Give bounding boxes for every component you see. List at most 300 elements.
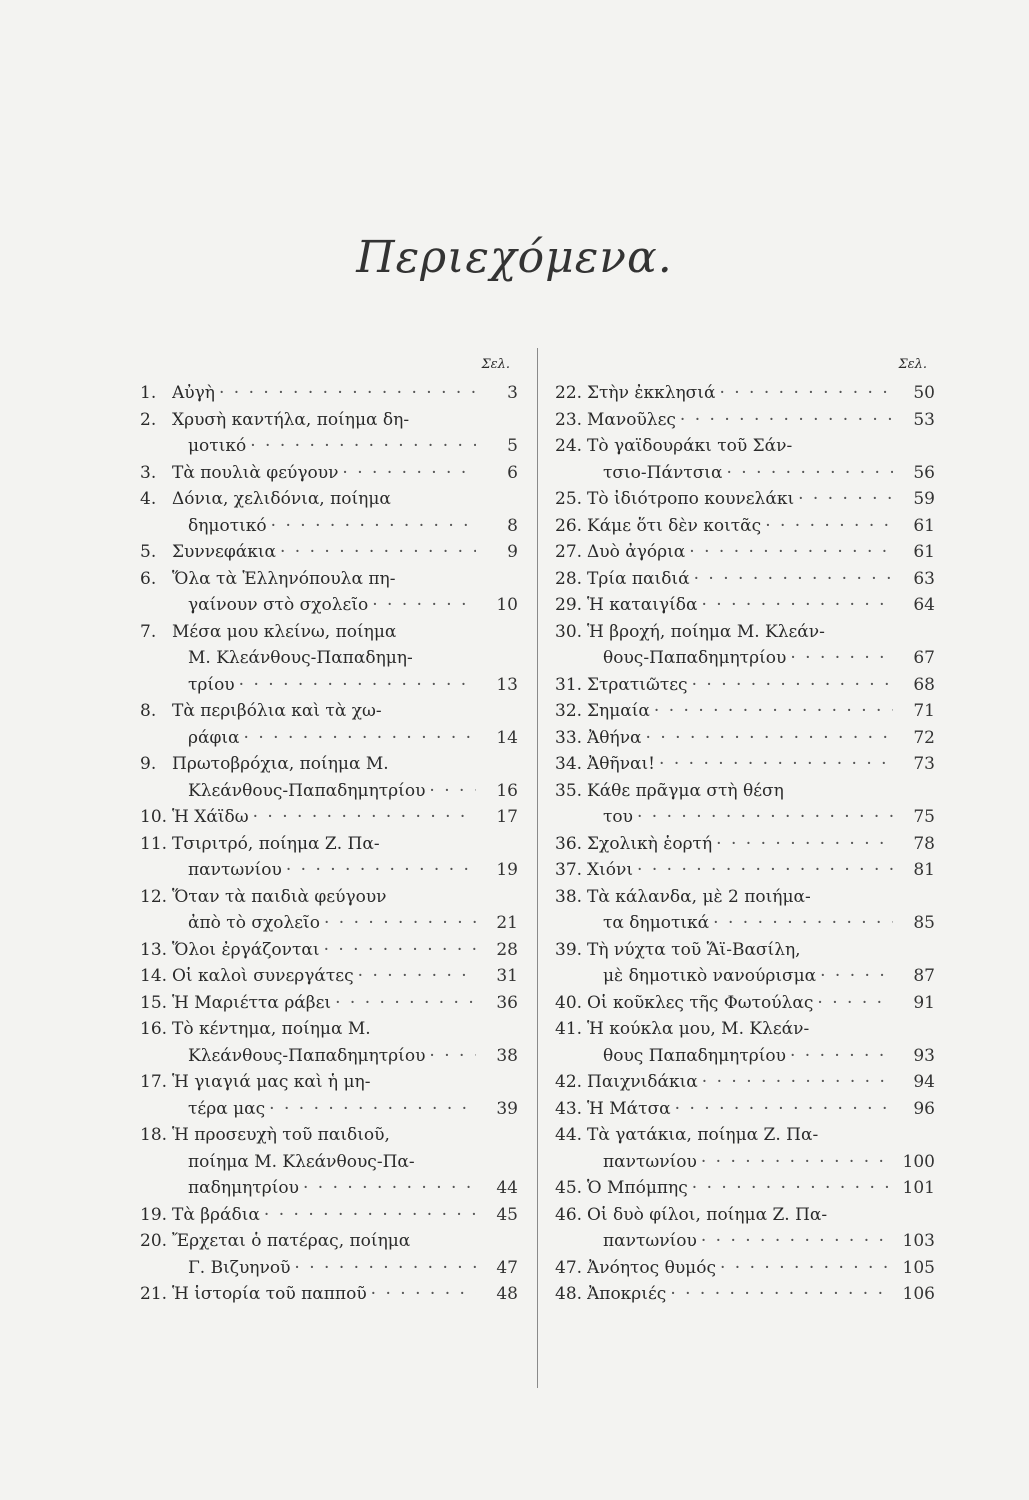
toc-entry-page: 64 (913, 595, 935, 615)
toc-entry-title: Οἱ κοῦκλες τῆς Φωτούλας (587, 992, 814, 1013)
toc-entry-title: Ἀνόητος θυμός (587, 1257, 716, 1278)
toc-entry-title: Ὅλοι ἐργάζονται (172, 939, 320, 960)
toc-leader-dots (637, 804, 893, 831)
toc-entry-title: Ἀθήνα (587, 727, 642, 748)
toc-entry-line (555, 831, 935, 858)
toc-entry-title: Στὴν ἐκκλησιά (587, 383, 716, 403)
toc-entry (140, 566, 518, 619)
toc-entry-line (555, 486, 935, 513)
toc-entry (140, 831, 518, 884)
toc-entry-title: ἀπὸ τὸ σχολεῖο (188, 913, 320, 933)
toc-entry-line (555, 539, 935, 566)
toc-entry-page: 87 (913, 966, 935, 986)
toc-entry-number: 25. (555, 489, 583, 509)
toc-entry (140, 407, 518, 460)
toc-entry-line (140, 778, 518, 805)
toc-entry-title: Τὸ γαϊδουράκι τοῦ Σάν- (587, 436, 793, 456)
toc-entry-line (555, 1228, 935, 1255)
toc-leader-dots (680, 407, 893, 434)
toc-entry-page: 85 (913, 913, 935, 933)
toc-leader-dots (720, 1255, 893, 1282)
toc-entry-number: 21. (140, 1284, 168, 1304)
toc-entry-line (555, 963, 935, 990)
toc-entry-page: 67 (913, 648, 935, 668)
toc-leader-dots (219, 380, 476, 407)
toc-entry-page: 106 (902, 1284, 935, 1304)
toc-leader-dots (429, 778, 476, 805)
toc-entry-line (555, 592, 935, 619)
toc-entry-title: Ἡ ἱστορία τοῦ παπποῦ (172, 1284, 367, 1304)
toc-entry-title: Συννεφάκια (172, 542, 276, 562)
toc-leader-dots (790, 1043, 893, 1070)
toc-entry-line (140, 1281, 518, 1308)
toc-entry (555, 831, 935, 858)
toc-entry-title: Ἡ βροχή, ποίημα Μ. Κλεάν- (587, 621, 825, 642)
toc-leader-dots (280, 539, 476, 566)
toc-leader-dots (286, 857, 476, 884)
toc-entry-title: Ἀθῆναι! (587, 754, 656, 774)
toc-leader-dots (701, 1228, 893, 1255)
toc-entry-line (555, 672, 935, 699)
toc-entry-line (140, 1016, 518, 1043)
toc-leader-dots (790, 645, 893, 672)
toc-entry-title: Σχολικὴ ἑορτή (587, 833, 713, 854)
page-column-label: Σελ. (898, 357, 927, 372)
toc-entry-line (555, 407, 935, 434)
column-divider (537, 348, 538, 1388)
toc-entry-line (140, 566, 518, 593)
toc-entry-line (140, 1122, 518, 1149)
toc-entry-line (555, 778, 935, 805)
toc-entry-page: 53 (913, 409, 935, 430)
toc-entry-page: 103 (902, 1231, 935, 1251)
toc-leader-dots (358, 963, 476, 990)
toc-entry-title: Ἔρχεται ὁ πατέρας, ποίημα (172, 1231, 411, 1251)
toc-entry-number: 31. (555, 674, 583, 695)
toc-entry-title: Χιόνι (587, 860, 634, 880)
toc-entry (555, 672, 935, 699)
toc-entry-line (140, 1202, 518, 1229)
toc-entry-line (555, 1175, 935, 1202)
toc-entry-title: ποίημα Μ. Κλεάνθους-Πα- (188, 1151, 415, 1172)
toc-entry-title: Αὐγὴ (172, 383, 215, 403)
toc-entry-line (140, 937, 518, 964)
toc-leader-dots (294, 1255, 476, 1282)
toc-leader-dots (689, 539, 893, 566)
toc-entry-title: Παιχνιδάκια (587, 1072, 698, 1092)
toc-entry-line (140, 672, 518, 699)
toc-leader-dots (692, 1175, 893, 1202)
toc-entry-title: του (603, 807, 633, 827)
toc-entry-title: μοτικό (188, 436, 247, 456)
toc-entry-number: 24. (555, 436, 583, 456)
toc-leader-dots (264, 1202, 476, 1229)
toc-entry-title: Δόνια, χελιδόνια, ποίημα (172, 489, 391, 509)
toc-entry-title: Μανοῦλες (587, 409, 676, 430)
toc-entry-number: 19. (140, 1204, 168, 1225)
toc-entry-title: Τὰ γατάκια, ποίημα Ζ. Πα- (587, 1125, 819, 1145)
toc-entry (555, 1255, 935, 1282)
toc-entry-title: Στρατιῶτες (587, 674, 688, 695)
toc-leader-dots (372, 592, 476, 619)
toc-entry-number: 2. (140, 409, 157, 430)
toc-entry-line (555, 1043, 935, 1070)
page-title: Περιεχόμενα. (356, 232, 673, 283)
toc-entry-line (140, 1096, 518, 1123)
toc-leader-dots (342, 460, 476, 487)
toc-entry-title: παδημητρίου (188, 1178, 299, 1198)
toc-entry-title: Ἡ γιαγιά μας καὶ ἡ μη- (172, 1072, 371, 1092)
toc-leader-dots (817, 990, 893, 1017)
toc-entry-number: 41. (555, 1019, 583, 1039)
toc-entry-line (555, 884, 935, 911)
toc-entry-line (140, 1043, 518, 1070)
toc-entry-number: 5. (140, 542, 157, 562)
toc-entry-page: 94 (913, 1072, 935, 1092)
toc-entry (140, 619, 518, 699)
toc-entry-line (555, 619, 935, 646)
toc-leader-dots (820, 963, 893, 990)
toc-leader-dots (654, 698, 893, 725)
toc-entry (555, 751, 935, 778)
toc-entry-line (555, 857, 935, 884)
toc-leader-dots (692, 672, 893, 699)
toc-leader-dots (239, 672, 476, 699)
toc-entry-title: Ὅλα τὰ Ἑλληνόπουλα πη- (172, 568, 396, 589)
toc-entry-line (555, 1069, 935, 1096)
toc-entry-page: 81 (913, 860, 935, 880)
toc-entry (140, 804, 518, 831)
toc-entry-page: 48 (496, 1284, 518, 1304)
toc-entry-number: 7. (140, 621, 157, 642)
toc-entry-line (555, 725, 935, 752)
toc-entry-page: 63 (913, 568, 935, 589)
toc-entry-line (140, 857, 518, 884)
toc-entry-page: 96 (913, 1098, 935, 1119)
toc-entry-number: 46. (555, 1204, 583, 1225)
toc-entry-number: 9. (140, 754, 157, 774)
toc-entry-number: 12. (140, 886, 168, 907)
toc-entry-number: 20. (140, 1231, 168, 1251)
toc-entry-title: δημοτικό (188, 515, 267, 536)
toc-entry-number: 27. (555, 542, 583, 562)
toc-leader-dots (670, 1281, 893, 1308)
toc-entry-number: 13. (140, 939, 168, 960)
toc-entry-line (140, 831, 518, 858)
toc-entry-number: 29. (555, 595, 583, 615)
toc-entry (555, 778, 935, 831)
toc-entry (140, 963, 518, 990)
toc-entry-page: 13 (496, 674, 518, 695)
toc-entry-page: 61 (913, 542, 935, 562)
toc-entry-line (555, 1281, 935, 1308)
toc-entry-line (555, 751, 935, 778)
toc-entry (555, 539, 935, 566)
toc-leader-dots (244, 725, 476, 752)
toc-entry-line (555, 937, 935, 964)
toc-entry-page: 50 (913, 383, 935, 403)
toc-entry (140, 884, 518, 937)
toc-entry-page: 56 (913, 462, 935, 483)
toc-entry-page: 3 (507, 383, 518, 403)
toc-leader-dots (701, 1149, 893, 1176)
toc-leader-dots (701, 592, 893, 619)
toc-entry (140, 539, 518, 566)
toc-entry-line (140, 539, 518, 566)
toc-entry-line (140, 460, 518, 487)
toc-entry-line (140, 513, 518, 540)
toc-entry-title: παντωνίου (603, 1151, 697, 1172)
toc-entry-line (555, 698, 935, 725)
toc-entry-title: Τὰ πουλιὰ φεύγουν (172, 462, 339, 483)
toc-entry-title: Ἡ καταιγίδα (587, 595, 698, 615)
toc-entry-number: 42. (555, 1072, 583, 1092)
toc-entry (140, 1281, 518, 1308)
toc-entry-page: 38 (496, 1045, 518, 1066)
toc-entry (140, 1122, 518, 1202)
toc-entry (555, 513, 935, 540)
toc-entry-line (555, 1016, 935, 1043)
toc-entry-number: 40. (555, 992, 583, 1013)
toc-entry-line (555, 1202, 935, 1229)
toc-leader-dots (429, 1043, 476, 1070)
page-column-label: Σελ. (481, 357, 510, 372)
toc-entry-number: 23. (555, 409, 583, 430)
toc-entry-page: 6 (507, 462, 518, 483)
toc-entry-line (555, 645, 935, 672)
toc-entry-title: παντωνίου (188, 860, 282, 880)
toc-entry-title: Ἀποκριές (587, 1284, 667, 1304)
toc-entry-line (555, 910, 935, 937)
toc-entry-number: 15. (140, 992, 168, 1013)
toc-entry-title: γαίνουν στὸ σχολεῖο (188, 595, 369, 615)
toc-leader-dots (726, 460, 893, 487)
toc-entry-page: 14 (496, 727, 518, 748)
toc-entry (140, 486, 518, 539)
toc-entry-title: Οἱ καλοὶ συνεργάτες (172, 966, 354, 986)
toc-entry (140, 1202, 518, 1229)
toc-entry-number: 47. (555, 1257, 583, 1278)
toc-entry-line (555, 1096, 935, 1123)
toc-leader-dots (659, 751, 893, 778)
toc-entry-line (555, 513, 935, 540)
toc-entry-title: Τὴ νύχτα τοῦ Ἅϊ-Βασίλη, (587, 939, 801, 960)
toc-entry-title: Ἡ Μαριέττα ράβει (172, 992, 332, 1013)
toc-entry-page: 101 (902, 1178, 935, 1198)
toc-entry (555, 619, 935, 672)
toc-entry-line (140, 592, 518, 619)
toc-entry (555, 1202, 935, 1255)
toc-entry-title: τέρα μας (188, 1098, 266, 1119)
toc-entry (555, 1175, 935, 1202)
toc-entry-page: 100 (902, 1151, 935, 1172)
toc-entry-title: Ὅταν τὰ παιδιὰ φεύγουν (172, 886, 387, 907)
toc-entry-line (140, 910, 518, 937)
toc-entry-page: 73 (913, 754, 935, 774)
toc-entry-number: 22. (555, 383, 583, 403)
toc-entry-page: 91 (913, 992, 935, 1013)
toc-entry-title: Κάθε πρᾶγμα στὴ θέση (587, 780, 784, 801)
toc-entry-title: Δυὸ ἀγόρια (587, 542, 686, 562)
toc-entry-number: 34. (555, 754, 583, 774)
toc-leader-dots (324, 937, 476, 964)
toc-entry-title: Ἡ Μάτσα (587, 1098, 671, 1119)
toc-entry-line (555, 566, 935, 593)
toc-entry-title: Κλεάνθους-Παπαδημητρίου (188, 780, 426, 801)
toc-entry-line (140, 804, 518, 831)
toc-entry (555, 1069, 935, 1096)
toc-entry-title: Σημαία (587, 701, 650, 721)
toc-entry-line (140, 380, 518, 407)
toc-entry (555, 937, 935, 990)
toc-entry-page: 61 (913, 515, 935, 536)
toc-entry-title: θους Παπαδημητρίου (603, 1045, 786, 1066)
toc-entry-number: 1. (140, 383, 157, 403)
toc-leader-dots (765, 513, 893, 540)
toc-leader-dots (303, 1175, 476, 1202)
toc-entry-line (140, 1069, 518, 1096)
toc-entry-page: 45 (496, 1204, 518, 1225)
toc-entry-page: 72 (913, 727, 935, 748)
toc-entry-line (140, 1255, 518, 1282)
toc-entry-number: 45. (555, 1178, 583, 1198)
toc-leader-dots (271, 513, 476, 540)
toc-entry-title: Μ. Κλεάνθους-Παπαδημη- (188, 648, 413, 668)
toc-entry (555, 725, 935, 752)
toc-entry-number: 36. (555, 833, 583, 854)
toc-entry-title: Οἱ δυὸ φίλοι, ποίημα Ζ. Πα- (587, 1204, 828, 1225)
toc-entry (555, 592, 935, 619)
toc-entry-page: 75 (913, 807, 935, 827)
toc-entry-page: 93 (913, 1045, 935, 1066)
toc-entry (140, 751, 518, 804)
toc-entry-number: 32. (555, 701, 583, 721)
toc-leader-dots (716, 831, 893, 858)
toc-entry-title: Χρυσὴ καντήλα, ποίημα δη- (172, 409, 410, 430)
toc-entry-line (140, 433, 518, 460)
toc-entry (555, 1096, 935, 1123)
toc-entry-title: Πρωτοβρόχια, ποίημα Μ. (172, 754, 389, 774)
toc-entry (555, 698, 935, 725)
toc-entry (555, 857, 935, 884)
toc-entry-title: Ἡ Χάϊδω (172, 807, 249, 827)
toc-entry (555, 990, 935, 1017)
toc-entry (140, 698, 518, 751)
toc-entry-line (555, 990, 935, 1017)
toc-leader-dots (335, 990, 476, 1017)
toc-leader-dots (798, 486, 893, 513)
toc-entry-title: Ὁ Μπόμπης (587, 1178, 688, 1198)
toc-entry-line (140, 751, 518, 778)
toc-entry-number: 37. (555, 860, 583, 880)
toc-right-list (555, 380, 935, 1308)
toc-entry-title: Τσιριτρό, ποίημα Ζ. Πα- (172, 833, 380, 854)
toc-entry-title: Κλεάνθους-Παπαδημητρίου (188, 1045, 426, 1066)
toc-entry-line (555, 1149, 935, 1176)
toc-entry-page: 8 (507, 515, 518, 536)
toc-entry-line (555, 460, 935, 487)
toc-entry-number: 11. (140, 833, 168, 854)
toc-entry-title: Τὰ κάλανδα, μὲ 2 ποιήμα- (587, 886, 811, 907)
toc-leader-dots (324, 910, 476, 937)
toc-entry-number: 33. (555, 727, 583, 748)
toc-entry-title: τσιο-Πάντσια (603, 462, 723, 483)
toc-entry-line (555, 433, 935, 460)
toc-leader-dots (646, 725, 893, 752)
toc-entry-page: 19 (496, 860, 518, 880)
toc-entry-line (555, 1122, 935, 1149)
toc-entry-page: 78 (913, 833, 935, 854)
toc-leader-dots (269, 1096, 476, 1123)
toc-entry (555, 486, 935, 513)
toc-entry-title: Τὰ περιβόλια καὶ τὰ χω- (172, 701, 382, 721)
toc-entry-page: 36 (496, 992, 518, 1013)
toc-entry-page: 44 (496, 1178, 518, 1198)
toc-entry-page: 17 (496, 807, 518, 827)
toc-entry-title: θους-Παπαδημητρίου (603, 648, 787, 668)
toc-entry (555, 1122, 935, 1175)
toc-entry-line (140, 486, 518, 513)
toc-entry-title: Τὸ κέντημα, ποίημα Μ. (172, 1019, 371, 1039)
toc-entry-title: Τὰ βράδια (172, 1204, 260, 1225)
toc-entry-page: 21 (496, 913, 518, 933)
toc-entry-page: 105 (902, 1257, 935, 1278)
toc-entry-page: 5 (507, 436, 518, 456)
toc-entry-page: 71 (913, 701, 935, 721)
toc-leader-dots (250, 433, 476, 460)
toc-entry-number: 8. (140, 701, 157, 721)
toc-entry-title: Τὸ ἰδιότροπο κουνελάκι (587, 489, 795, 509)
toc-left-column (140, 350, 518, 1308)
toc-entry (555, 566, 935, 593)
toc-entry-number: 35. (555, 780, 583, 801)
toc-entry (555, 380, 935, 407)
toc-entry-line (555, 1255, 935, 1282)
toc-entry-number: 48. (555, 1284, 583, 1304)
toc-leader-dots (637, 857, 893, 884)
toc-entry-title: ράφια (188, 727, 240, 748)
toc-entry (140, 380, 518, 407)
toc-entry (140, 1228, 518, 1281)
toc-entry-line (140, 407, 518, 434)
toc-entry (140, 937, 518, 964)
toc-entry-title: Ἡ προσευχὴ τοῦ παιδιοῦ, (172, 1125, 390, 1145)
toc-entry-title: τα δημοτικά (603, 913, 710, 933)
toc-entry-title: τρίου (188, 674, 235, 695)
toc-entry-page: 68 (913, 674, 935, 695)
toc-entry (555, 1281, 935, 1308)
toc-leader-dots (694, 566, 893, 593)
toc-entry-number: 28. (555, 568, 583, 589)
toc-entry-number: 4. (140, 489, 157, 509)
toc-entry-line (555, 380, 935, 407)
toc-entry-line (140, 1149, 518, 1176)
toc-entry-title: Κάμε ὅτι δὲν κοιτᾶς (587, 515, 762, 536)
toc-entry (140, 1016, 518, 1069)
toc-leader-dots (719, 380, 893, 407)
toc-entry-number: 18. (140, 1125, 168, 1145)
toc-entry (140, 460, 518, 487)
toc-right-column (555, 350, 935, 1308)
toc-entry (555, 407, 935, 434)
toc-entry-number: 39. (555, 939, 583, 960)
toc-entry-number: 44. (555, 1125, 583, 1145)
toc-entry-number: 10. (140, 807, 168, 827)
toc-entry-number: 6. (140, 568, 157, 589)
toc-entry-page: 28 (496, 939, 518, 960)
toc-entry-line (140, 1228, 518, 1255)
toc-entry-line (140, 698, 518, 725)
